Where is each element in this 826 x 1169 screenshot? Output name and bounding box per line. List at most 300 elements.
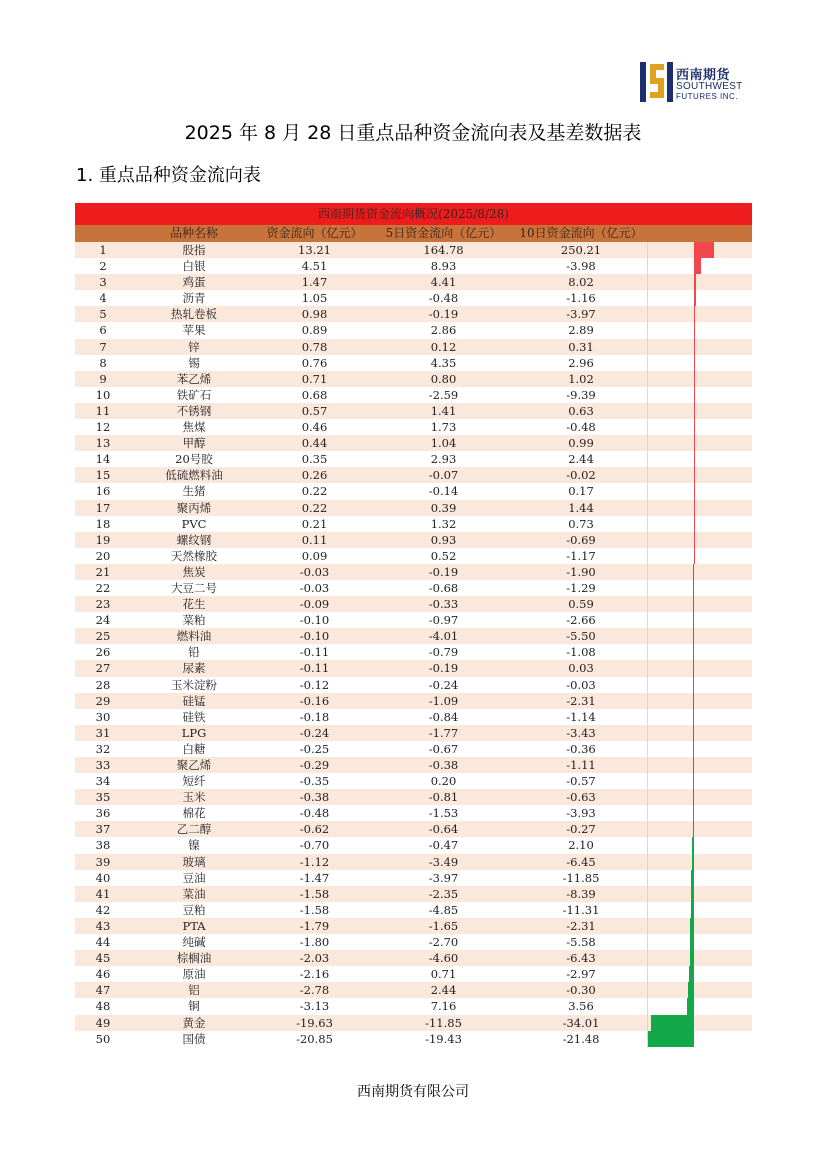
row-name: 甲醇 — [182, 436, 206, 451]
row-flow-5d: -1.77 — [428, 725, 459, 740]
row-bar-cell — [647, 516, 752, 532]
logo-text-cn: 西南期货 — [676, 68, 731, 83]
row-rank: 25 — [95, 629, 111, 644]
row-flow-5d: -0.19 — [428, 661, 459, 676]
row-name: 苹果 — [182, 323, 206, 338]
row-flow-10d: 2.96 — [568, 355, 594, 370]
row-bar-cell — [647, 998, 752, 1014]
positive-flow-bar — [694, 290, 696, 306]
row-name: 铅 — [188, 645, 200, 660]
row-flow: 1.47 — [301, 275, 328, 290]
row-flow-10d: 250.21 — [560, 243, 602, 257]
negative-flow-bar — [691, 902, 694, 918]
header-name: 品种名称 — [169, 226, 218, 240]
logo-text-en: SOUTHWEST — [676, 81, 743, 92]
row-rank: 43 — [95, 918, 111, 933]
row-bar-cell — [647, 902, 752, 918]
row-flow: -2.03 — [299, 951, 330, 966]
row-flow: -1.12 — [299, 854, 330, 869]
positive-flow-bar — [694, 532, 695, 548]
row-flow-5d: -4.60 — [428, 951, 459, 966]
row-rank: 15 — [95, 468, 111, 483]
row-bar-cell — [647, 322, 752, 338]
row-name: 天然橡胶 — [171, 548, 217, 563]
row-flow-5d: 0.20 — [430, 774, 457, 789]
row-flow: -1.79 — [299, 918, 330, 933]
row-rank: 21 — [95, 564, 111, 579]
row-name: 热轧卷板 — [171, 307, 217, 322]
row-name: 燃料油 — [176, 629, 212, 644]
row-name: 棉花 — [182, 806, 206, 821]
row-rank: 34 — [95, 774, 111, 789]
row-flow: -0.18 — [299, 709, 330, 724]
positive-flow-bar — [694, 435, 695, 451]
row-flow-5d: -0.68 — [428, 580, 459, 595]
row-rank: 44 — [95, 935, 111, 950]
table-row — [75, 628, 752, 644]
row-flow: -0.11 — [299, 661, 330, 676]
row-rank: 20 — [95, 548, 111, 563]
row-flow-10d: -1.90 — [566, 564, 596, 579]
row-name: 棕榈油 — [176, 951, 212, 966]
row-name: 豆粕 — [182, 902, 206, 917]
row-bar-cell — [647, 677, 752, 693]
row-flow: -0.03 — [299, 580, 330, 595]
table-row — [75, 789, 752, 805]
positive-flow-bar — [694, 516, 695, 532]
row-flow-10d: -6.43 — [566, 951, 596, 966]
row-flow: 4.51 — [301, 259, 328, 274]
negative-flow-bar — [693, 709, 694, 725]
row-rank: 14 — [95, 452, 111, 467]
row-flow: -20.85 — [296, 1031, 333, 1046]
row-flow-5d: -2.70 — [428, 935, 459, 950]
row-flow: 0.22 — [301, 500, 328, 515]
row-flow-5d: -19.43 — [425, 1031, 462, 1046]
row-flow-5d: 1.04 — [430, 436, 457, 451]
row-flow: -0.25 — [299, 741, 330, 756]
row-bar-cell — [647, 258, 752, 274]
header-rank — [75, 225, 131, 242]
row-rank: 8 — [99, 355, 107, 370]
row-bar-cell — [647, 628, 752, 644]
row-flow-5d: -0.19 — [428, 307, 459, 322]
row-flow-5d: -3.97 — [428, 870, 459, 885]
row-flow-5d: -0.48 — [428, 291, 459, 306]
row-flow: -1.58 — [299, 886, 330, 901]
row-bar-cell — [647, 435, 752, 451]
row-flow: 0.71 — [301, 371, 328, 386]
row-name: 尿素 — [182, 661, 206, 676]
row-flow-10d: 0.63 — [568, 403, 594, 418]
row-bar-cell — [647, 500, 752, 516]
row-rank: 30 — [95, 709, 111, 724]
row-bar-cell — [647, 660, 752, 676]
row-flow: -0.12 — [299, 677, 330, 692]
table-row — [75, 306, 752, 322]
row-flow-5d: 1.32 — [430, 516, 457, 531]
row-rank: 9 — [99, 371, 107, 386]
row-bar-cell — [647, 982, 752, 998]
row-flow-10d: -3.97 — [566, 307, 596, 322]
table-row — [75, 950, 752, 966]
row-flow-10d: -5.58 — [566, 935, 596, 950]
row-name: 原油 — [182, 967, 206, 982]
row-bar-cell — [647, 693, 752, 709]
row-flow-10d: 1.02 — [568, 371, 594, 386]
row-flow: -0.16 — [299, 693, 330, 708]
row-name: 花生 — [182, 597, 206, 612]
row-flow-5d: -0.19 — [428, 564, 459, 579]
table-row — [75, 934, 752, 950]
row-name: 短纤 — [182, 774, 206, 789]
row-bar-cell — [647, 564, 752, 580]
row-bar-cell — [647, 242, 752, 258]
row-flow-10d: -0.57 — [566, 774, 596, 789]
table-row — [75, 966, 752, 982]
row-name: 铁矿石 — [176, 387, 212, 402]
table-row — [75, 435, 752, 451]
row-name: 铝 — [188, 983, 200, 998]
row-name: 螺纹钢 — [176, 532, 212, 547]
row-rank: 40 — [95, 870, 111, 885]
row-bar-cell — [647, 1031, 752, 1047]
row-flow: 0.26 — [301, 468, 328, 483]
positive-flow-bar — [694, 242, 714, 258]
positive-flow-bar — [694, 403, 695, 419]
negative-flow-bar — [693, 741, 694, 757]
row-name: 鸡蛋 — [182, 275, 206, 290]
row-bar-cell — [647, 644, 752, 660]
row-flow-5d: 0.93 — [430, 532, 457, 547]
row-rank: 2 — [99, 259, 107, 274]
row-rank: 32 — [95, 741, 111, 756]
row-flow: 0.46 — [301, 420, 328, 435]
row-flow-10d: 3.56 — [568, 999, 594, 1014]
negative-flow-bar — [693, 677, 694, 693]
row-flow: -0.62 — [299, 822, 330, 837]
row-flow: 0.76 — [301, 355, 328, 370]
row-name: 铜 — [188, 999, 200, 1014]
row-rank: 35 — [95, 790, 111, 805]
row-flow: -0.24 — [299, 725, 330, 740]
negative-flow-bar — [693, 580, 694, 596]
row-flow-10d: 0.03 — [568, 661, 594, 676]
row-name: 股指 — [182, 243, 206, 257]
row-flow: -2.78 — [299, 983, 330, 998]
table-row — [75, 258, 752, 274]
positive-flow-bar — [694, 451, 695, 467]
positive-flow-bar — [694, 306, 695, 322]
table-row — [75, 290, 752, 306]
row-rank: 42 — [95, 902, 111, 917]
header-bar — [647, 225, 752, 242]
row-flow-5d: -0.14 — [428, 484, 459, 499]
row-name: 豆油 — [182, 870, 206, 885]
row-flow: 1.05 — [301, 291, 328, 306]
fund-flow-table — [75, 203, 752, 1047]
row-bar-cell — [647, 419, 752, 435]
negative-flow-bar — [693, 789, 694, 805]
row-bar-cell — [647, 403, 752, 419]
row-flow-5d: -3.49 — [428, 854, 459, 869]
table-row — [75, 1015, 752, 1031]
negative-flow-bar — [693, 805, 694, 821]
row-flow-10d: -9.39 — [566, 387, 596, 402]
row-name: 国债 — [182, 1031, 206, 1046]
row-bar-cell — [647, 757, 752, 773]
row-flow: -1.58 — [299, 902, 330, 917]
row-flow: 13.21 — [298, 243, 331, 257]
negative-flow-bar — [688, 982, 694, 998]
row-flow-5d: -11.85 — [425, 1015, 462, 1030]
positive-flow-bar — [694, 500, 695, 516]
row-flow-10d: 8.02 — [568, 275, 594, 290]
row-bar-cell — [647, 741, 752, 757]
row-flow-5d: -1.65 — [428, 918, 459, 933]
row-bar-cell — [647, 339, 752, 355]
row-name: 焦炭 — [182, 564, 206, 579]
table-row — [75, 612, 752, 628]
table-row — [75, 725, 752, 741]
negative-flow-bar — [690, 918, 694, 934]
row-flow: 0.21 — [301, 516, 328, 531]
row-name: 玉米 — [182, 790, 206, 805]
table-row — [75, 467, 752, 483]
row-name: 生猪 — [182, 484, 206, 499]
row-flow-10d: -3.93 — [566, 806, 596, 821]
row-flow-5d: -0.84 — [428, 709, 459, 724]
row-bar-cell — [647, 805, 752, 821]
row-rank: 6 — [99, 323, 107, 338]
row-rank: 48 — [95, 999, 111, 1014]
row-flow-5d: -2.59 — [428, 387, 459, 402]
table-row — [75, 886, 752, 902]
row-flow-10d: -5.50 — [566, 629, 596, 644]
positive-flow-bar — [694, 355, 695, 371]
table-header — [75, 225, 752, 242]
row-bar-cell — [647, 290, 752, 306]
row-flow-10d: 1.44 — [568, 500, 594, 515]
table-row — [75, 419, 752, 435]
header-flow: 资金流向（亿元） — [266, 226, 363, 240]
table-row — [75, 902, 752, 918]
table-row — [75, 596, 752, 612]
row-rank: 11 — [95, 403, 111, 418]
negative-flow-bar — [693, 757, 694, 773]
table-row — [75, 709, 752, 725]
row-bar-cell — [647, 306, 752, 322]
logo-text-en-sub: FUTURES INC. — [676, 92, 738, 101]
negative-flow-bar — [693, 821, 694, 837]
row-flow-10d: -2.97 — [566, 967, 596, 982]
row-rank: 49 — [95, 1015, 111, 1030]
negative-flow-bar — [693, 628, 694, 644]
row-flow-10d: -3.43 — [566, 725, 596, 740]
row-rank: 47 — [95, 983, 111, 998]
negative-flow-bar — [651, 1015, 694, 1031]
row-flow-10d: -6.45 — [566, 854, 596, 869]
row-flow-10d: -0.02 — [566, 468, 596, 483]
table-row — [75, 451, 752, 467]
table-row — [75, 644, 752, 660]
row-rank: 37 — [95, 822, 111, 837]
footer-company: 西南期货有限公司 — [357, 1084, 469, 1100]
row-flow-10d: -21.48 — [562, 1031, 600, 1046]
row-name: 镍 — [188, 838, 200, 853]
table-row — [75, 371, 752, 387]
table-row — [75, 693, 752, 709]
negative-flow-bar — [693, 693, 694, 709]
row-name: 菜粕 — [182, 613, 206, 628]
row-flow: 0.09 — [301, 548, 328, 563]
row-rank: 38 — [95, 838, 111, 853]
row-flow: 0.11 — [301, 532, 328, 547]
row-rank: 12 — [95, 420, 111, 435]
row-flow-10d: 2.44 — [568, 452, 594, 467]
row-rank: 17 — [95, 500, 111, 515]
row-flow: 0.89 — [301, 323, 328, 338]
row-flow: -0.03 — [299, 564, 330, 579]
header-flow-10d: 10日资金流向（亿元） — [519, 226, 643, 240]
row-bar-cell — [647, 532, 752, 548]
negative-flow-bar — [690, 950, 694, 966]
row-rank: 45 — [95, 951, 111, 966]
row-flow: -2.16 — [299, 967, 330, 982]
row-bar-cell — [647, 387, 752, 403]
positive-flow-bar — [694, 371, 695, 387]
row-bar-cell — [647, 821, 752, 837]
row-flow-5d: -0.47 — [428, 838, 459, 853]
row-bar-cell — [647, 950, 752, 966]
row-bar-cell — [647, 274, 752, 290]
row-name: 纯碱 — [182, 935, 206, 950]
row-flow-10d: 2.10 — [568, 838, 594, 853]
row-name: 不锈钢 — [176, 403, 212, 418]
row-flow: -1.80 — [299, 935, 330, 950]
row-name: 玉米淀粉 — [171, 677, 217, 692]
row-bar-cell — [647, 886, 752, 902]
row-rank: 26 — [95, 645, 111, 660]
row-bar-cell — [647, 709, 752, 725]
row-rank: 13 — [95, 436, 111, 451]
row-name: 锡 — [188, 355, 200, 370]
row-flow-10d: -11.31 — [562, 902, 600, 917]
table-row — [75, 998, 752, 1014]
row-flow: -0.48 — [299, 806, 330, 821]
row-flow-5d: 0.80 — [430, 371, 457, 386]
row-flow-10d: -0.30 — [566, 983, 596, 998]
row-flow-10d: -11.85 — [562, 870, 600, 885]
row-bar-cell — [647, 467, 752, 483]
row-rank: 3 — [99, 275, 107, 290]
row-flow: 0.35 — [301, 452, 328, 467]
row-flow-10d: 0.31 — [568, 339, 594, 354]
row-name: 白银 — [182, 259, 206, 274]
row-flow-5d: 1.73 — [430, 420, 457, 435]
row-rank: 16 — [95, 484, 111, 499]
row-rank: 28 — [95, 677, 111, 692]
row-flow: 0.57 — [301, 403, 328, 418]
negative-flow-bar — [691, 870, 694, 886]
row-name: 白糖 — [182, 741, 206, 756]
negative-flow-bar — [693, 596, 694, 612]
row-name: LPG — [181, 725, 207, 740]
negative-flow-bar — [693, 564, 694, 580]
row-bar-cell — [647, 789, 752, 805]
row-flow: -0.29 — [299, 758, 330, 772]
row-flow-5d: -0.64 — [428, 822, 459, 837]
table-row — [75, 548, 752, 564]
row-flow-5d: 7.16 — [430, 999, 457, 1014]
row-flow: -0.35 — [299, 774, 330, 789]
row-flow: 0.78 — [301, 339, 328, 354]
row-bar-cell — [647, 773, 752, 789]
table-row — [75, 564, 752, 580]
row-name: 黄金 — [182, 1015, 206, 1030]
positive-flow-bar — [694, 258, 701, 274]
row-rank: 36 — [95, 806, 111, 821]
row-flow: 0.44 — [301, 436, 328, 451]
row-flow: -0.09 — [299, 597, 330, 612]
row-flow-10d: -0.48 — [566, 420, 596, 435]
negative-flow-bar — [689, 966, 694, 982]
table-row — [75, 274, 752, 290]
row-bar-cell — [647, 371, 752, 387]
row-flow: -0.11 — [299, 645, 330, 660]
row-flow-5d: 4.35 — [430, 355, 457, 370]
row-flow-10d: -0.69 — [566, 532, 596, 547]
row-flow-10d: -3.98 — [566, 259, 596, 274]
row-flow: -0.10 — [299, 629, 330, 644]
row-flow-10d: -2.66 — [566, 613, 596, 628]
row-rank: 31 — [95, 725, 111, 740]
row-flow-5d: 164.78 — [423, 243, 464, 257]
row-flow-10d: 0.73 — [568, 516, 594, 531]
negative-flow-bar — [687, 998, 694, 1014]
row-rank: 24 — [95, 613, 111, 628]
row-flow-10d: -0.36 — [566, 741, 596, 756]
table-row — [75, 580, 752, 596]
table-row — [75, 355, 752, 371]
row-flow-5d: -0.07 — [428, 468, 459, 483]
row-flow-5d: 0.39 — [430, 500, 457, 515]
row-flow: 0.22 — [301, 484, 328, 499]
table-row — [75, 773, 752, 789]
row-flow-5d: 4.41 — [430, 275, 457, 290]
row-flow-10d: 0.99 — [568, 436, 594, 451]
row-name: 20号胶 — [175, 452, 213, 467]
row-flow-10d: -1.14 — [566, 709, 596, 724]
row-rank: 18 — [95, 516, 111, 531]
row-rank: 1 — [99, 243, 107, 257]
row-flow-10d: -1.16 — [566, 291, 596, 306]
document-title: 2025 年 8 月 28 日重点品种资金流向表及基差数据表 — [184, 122, 642, 144]
table-body — [75, 242, 752, 1047]
row-flow-10d: -0.03 — [566, 677, 596, 692]
table-row — [75, 821, 752, 837]
row-flow: -0.10 — [299, 613, 330, 628]
table-row — [75, 854, 752, 870]
table-row — [75, 339, 752, 355]
row-bar-cell — [647, 612, 752, 628]
row-bar-cell — [647, 451, 752, 467]
row-rank: 41 — [95, 886, 111, 901]
row-flow-5d: 2.93 — [430, 452, 457, 467]
row-flow-5d: 0.12 — [430, 339, 457, 354]
row-name: 苯乙烯 — [176, 371, 212, 386]
row-flow-10d: -1.17 — [566, 548, 596, 563]
